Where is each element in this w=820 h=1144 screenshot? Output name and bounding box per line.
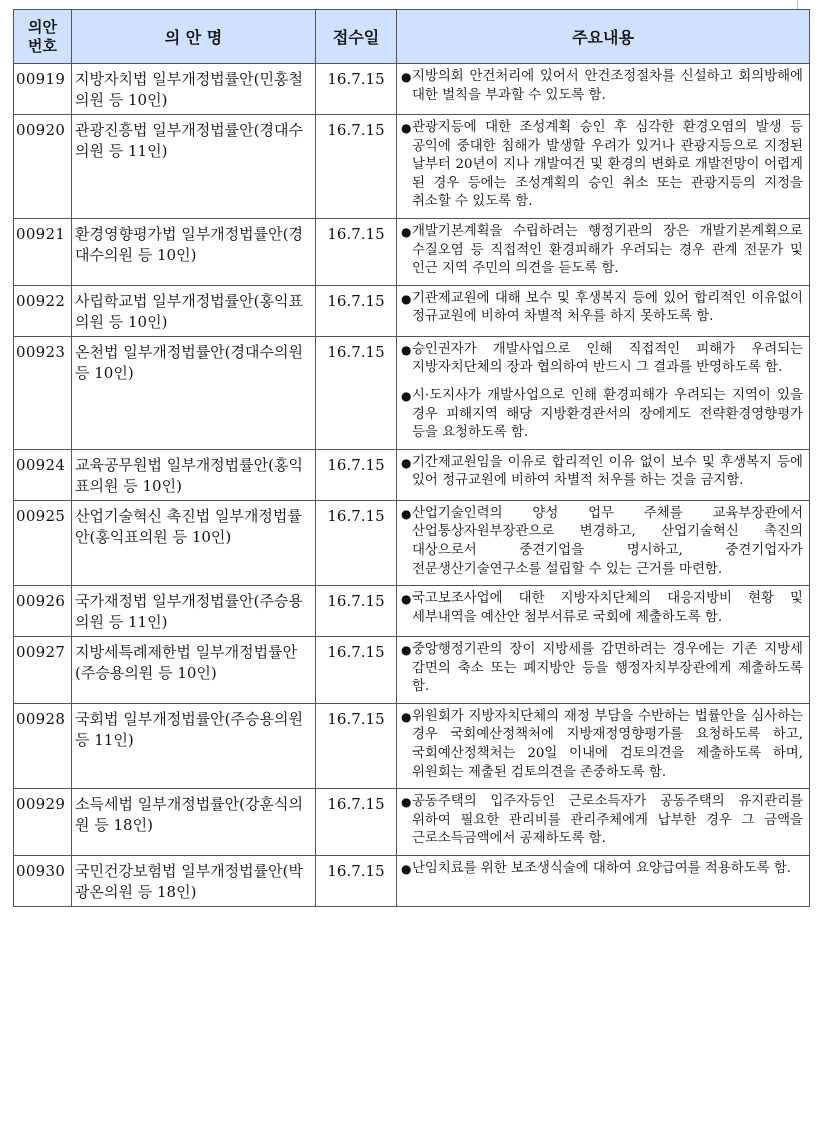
received-date: 16.7.15 (316, 336, 397, 449)
bill-title: 지방세특례제한법 일부개정법률안(주승용의원 등 10인) (72, 637, 316, 704)
bill-summary (397, 856, 810, 907)
received-date: 16.7.15 (316, 586, 397, 637)
bullet-icon: ● (401, 342, 412, 357)
bill-number: 00920 (14, 115, 72, 219)
bill-number: 00921 (14, 218, 72, 285)
bill-number: 00922 (14, 285, 72, 336)
summary-text: 국고보조사업에 대한 지방자치단체의 대응지방비 현황 및 세부내역을 예산안 첨부서류로 국회에 제출하도록 함. (412, 591, 803, 625)
table-row (14, 856, 810, 907)
summary-text: 지방의회 안건처리에 있어서 안건조정절차를 신설하고 회의방해에 대한 벌칙을 부과할 수 있도록 함. (412, 69, 803, 103)
table-row (14, 586, 810, 637)
bill-number: 00930 (14, 856, 72, 907)
bill-summary (397, 285, 810, 336)
summary-item (401, 68, 803, 105)
bill-title: 사립학교법 일부개정법률안(홍익표의원 등 10인) (72, 285, 316, 336)
summary-text: 관광지등에 대한 조성계획 승인 후 심각한 환경오염의 발생 등 공익에 중대한 침해가 발생할 우려가 있거나 관광지등으로 지정된 날부터 20년이 지나 개발여건 및 환경의 변화로 개발전망이 어렵게 된 경우 등에는 조성계획의 승인 취소 또는 관광지등의 지정을 취소할 수 있도록 함. (412, 120, 803, 210)
received-date: 16.7.15 (316, 449, 397, 500)
table-row (14, 637, 810, 704)
bill-summary (397, 449, 810, 500)
bill-summary (397, 637, 810, 704)
bill-title: 국민건강보험법 일부개정법률안(박광온의원 등 18인) (72, 856, 316, 907)
table-row (14, 115, 810, 219)
bill-number: 00924 (14, 449, 72, 500)
summary-text: 산업기술인력의 양성 업무 주체를 교육부장관에서 산업통상자원부장관으로 변경하고, 산업기술혁신 촉진의 대상으로서 중견기업을 명시하고, 중견기업자가 전문생산기술연구소를 설립할 수 있는 근거를 마련함. (412, 505, 803, 577)
bullet-icon: ● (401, 224, 412, 239)
summary-text: 위원회가 지방자치단체의 재정 부담을 수반하는 법률안을 심사하는 경우 국회예산정책처에 지방재정영향평가를 요청하도록 하고, 국회예산정책처는 20일 이내에 검토의견을 제출하도록 하며, 위원회는 제출된 검토의견을 존중하도록 함. (412, 708, 803, 780)
bill-title: 소득세법 일부개정법률안(강훈식의원 등 18인) (72, 789, 316, 856)
bill-title: 국회법 일부개정법률안(주승용의원 등 11인) (72, 703, 316, 788)
bullet-icon: ● (401, 455, 412, 470)
summary-item (401, 505, 803, 579)
summary-item (401, 223, 803, 279)
received-date: 16.7.15 (316, 115, 397, 219)
table-row (14, 218, 810, 285)
summary-text: 기관제교원에 대해 보수 및 후생복지 등에 있어 합리적인 이유없이 정규교원에 비하여 차별적 처우를 하지 못하도록 함. (412, 290, 803, 325)
bill-title: 국가재정법 일부개정법률안(주승용의원 등 11인) (72, 586, 316, 637)
bill-summary (397, 703, 810, 788)
bill-number: 00925 (14, 500, 72, 585)
bill-title: 온천법 일부개정법률안(경대수의원 등 10인) (72, 336, 316, 449)
received-date: 16.7.15 (316, 64, 397, 115)
bill-number: 00923 (14, 336, 72, 449)
bill-number: 00919 (14, 64, 72, 115)
table-header-row (14, 10, 810, 64)
bill-title: 지방자치법 일부개정법률안(민홍철의원 등 10인) (72, 64, 316, 115)
summary-text: 승인권자가 개발사업으로 인해 직접적인 피해가 우려되는 지방자치단체의 장과 협의하여 반드시 그 결과를 반영하도록 함. (412, 341, 803, 376)
summary-text: 공동주택의 입주자등인 근로소득자가 공동주택의 유지관리를 위하여 필요한 관리비를 관리주체에게 납부한 경우 그 금액을 근로소득금액에서 공제하도록 함. (412, 794, 803, 847)
bullet-icon: ● (401, 592, 412, 607)
summary-item (401, 708, 803, 782)
summary-text: 시·도지사가 개발사업으로 인해 환경피해가 우려되는 지역이 있을 경우 피해지역 해당 지방환경관서의 장에게도 전략환경영향평가 등을 요청하도록 함. (412, 387, 803, 441)
summary-item (401, 860, 803, 879)
bill-summary (397, 218, 810, 285)
bill-number: 00927 (14, 637, 72, 704)
bullet-icon: ● (401, 121, 412, 135)
header-bill-name: 의 안 명 (72, 10, 316, 64)
received-date: 16.7.15 (316, 789, 397, 856)
bullet-icon: ● (401, 643, 412, 658)
table-row (14, 789, 810, 856)
bill-title: 환경영향평가법 일부개정법률안(경대수의원 등 10인) (72, 218, 316, 285)
bill-summary (397, 336, 810, 449)
received-date: 16.7.15 (316, 500, 397, 585)
table-row (14, 64, 810, 115)
bullet-icon: ● (401, 506, 412, 521)
bill-number: 00929 (14, 789, 72, 856)
table-body (14, 64, 810, 907)
header-date: 접수일 (316, 10, 397, 64)
summary-text: 난임치료를 위한 보조생식술에 대하여 요양급여를 적용하도록 함. (412, 861, 792, 877)
bill-summary (397, 64, 810, 115)
bill-title: 교육공무원법 일부개정법률안(홍익표의원 등 10인) (72, 449, 316, 500)
summary-text: 기간제교원임을 이유로 합리적인 이유 없이 보수 및 후생복지 등에 있어 정규교원에 비하여 차별적 처우를 하는 것을 금지함. (412, 454, 803, 489)
table-row (14, 449, 810, 500)
bill-table (13, 9, 810, 907)
summary-item (401, 793, 803, 849)
bill-title: 관광진흥법 일부개정법률안(경대수의원 등 11인) (72, 115, 316, 219)
received-date: 16.7.15 (316, 856, 397, 907)
table-row (14, 336, 810, 449)
summary-text: 개발기본계획을 수립하려는 행정기관의 장은 개발기본계획으로 수질오염 등 직접적인 환경피해가 우려되는 경우 관계 전문가 및 인근 지역 주민의 의견을 듣도록 함. (412, 223, 803, 277)
received-date: 16.7.15 (316, 703, 397, 788)
summary-item (401, 590, 803, 627)
bullet-icon: ● (401, 291, 412, 306)
bullet-icon: ● (401, 388, 412, 403)
bill-title: 산업기술혁신 촉진법 일부개정법률안(홍익표의원 등 10인) (72, 500, 316, 585)
summary-item (401, 341, 803, 378)
received-date: 16.7.15 (316, 218, 397, 285)
bill-summary (397, 586, 810, 637)
bill-number: 00926 (14, 586, 72, 637)
bill-summary (397, 789, 810, 856)
bullet-icon: ● (401, 70, 412, 84)
table-row (14, 703, 810, 788)
bullet-icon: ● (401, 709, 412, 724)
summary-item (401, 641, 803, 697)
received-date: 16.7.15 (316, 285, 397, 336)
summary-item (401, 454, 803, 491)
bullet-icon: ● (401, 795, 412, 810)
summary-item (401, 387, 803, 443)
received-date: 16.7.15 (316, 637, 397, 704)
table-row (14, 500, 810, 585)
bullet-icon: ● (401, 862, 412, 877)
table-row (14, 285, 810, 336)
bill-summary (397, 500, 810, 585)
summary-item (401, 119, 803, 212)
summary-item (401, 290, 803, 327)
bill-summary (397, 115, 810, 219)
summary-text: 중앙행정기관의 장이 지방세를 감면하려는 경우에는 기존 지방세 감면의 축소 또는 폐지방안 등을 행정자치부장관에게 제출하도록 함. (412, 642, 803, 695)
header-bill-no: 의안 번호 (14, 10, 72, 64)
header-summary: 주요내용 (397, 10, 810, 64)
bill-number: 00928 (14, 703, 72, 788)
